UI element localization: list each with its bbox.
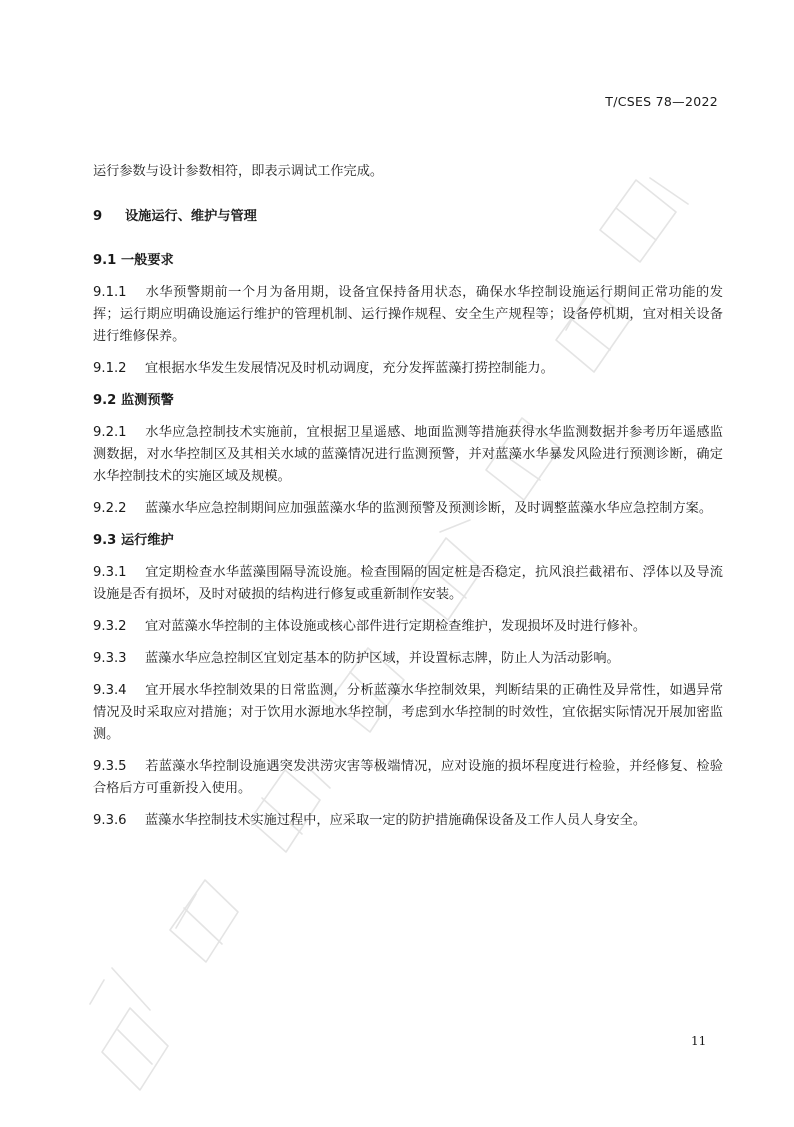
clause-number: 9.2.1 — [93, 425, 127, 440]
clause-paragraph — [93, 422, 723, 488]
clause-paragraph — [93, 680, 723, 746]
lead-paragraph: 运行参数与设计参数相符，即表示调试工作完成。 — [93, 164, 384, 179]
clause-paragraph — [93, 810, 723, 832]
clause-text: 宜开展水华控制效果的日常监测，分析蓝藻水华控制效果，判断结果的正确性及异常性，如遇异常情况及时采取应对措施；对于饮用水源地水华控制，考虑到水华控制的时效性，宜依据实际情况开展加密监测。 — [93, 683, 723, 742]
clause-text: 蓝藻水华控制技术实施过程中，应采取一定的防护措施确保设备及工作人员人身安全。 — [145, 813, 647, 828]
clause-number: 9.2.2 — [93, 501, 127, 516]
clause-text: 水华应急控制技术实施前，宜根据卫星遥感、地面监测等措施获得水华监测数据并参考历年遥感监测数据，对水华控制区及其相关水域的蓝藻情况进行监测预警，并对蓝藻水华暴发风险进行预测诊断，确定水华控制技术的实施区域及规模。 — [93, 425, 723, 484]
clause-number: 9.1.1 — [93, 285, 127, 300]
subsection-heading: 9.1 一般要求 — [93, 253, 174, 268]
section-title: 设施运行、维护与管理 — [125, 209, 257, 224]
clause-number: 9.1.2 — [93, 361, 127, 376]
clause-paragraph — [93, 756, 723, 800]
clause-paragraph — [93, 616, 723, 638]
document-body — [93, 161, 723, 842]
section-heading — [93, 206, 723, 228]
clause-number: 9.3.6 — [93, 813, 127, 828]
clause-text: 蓝藻水华应急控制期间应加强蓝藻水华的监测预警及预测诊断，及时调整蓝藻水华应急控制方案。 — [145, 501, 713, 516]
clause-paragraph — [93, 562, 723, 606]
subsection-heading: 9.2 监测预警 — [93, 393, 174, 408]
clause-number: 9.3.5 — [93, 759, 127, 774]
clause-text: 水华预警期前一个月为备用期，设备宜保持备用状态，确保水华控制设施运行期间正常功能的发挥；运行期应明确设施运行维护的管理机制、运行操作规程、安全生产规程等；设备停机期，宜对相关设备进行维修保养。 — [93, 285, 723, 344]
subsection-heading: 9.3 运行维护 — [93, 533, 174, 548]
clause-number: 9.3.2 — [93, 619, 127, 634]
clause-text: 宜定期检查水华蓝藻围隔导流设施。检查围隔的固定桩是否稳定，抗风浪拦截裙布、浮体以及导流设施是否有损坏，及时对破损的结构进行修复或重新制作安装。 — [93, 565, 723, 602]
clause-number: 9.3.3 — [93, 651, 127, 666]
clause-paragraph — [93, 282, 723, 348]
clause-paragraph — [93, 498, 723, 520]
clause-paragraph — [93, 648, 723, 670]
page-number: 11 — [691, 1034, 707, 1048]
clause-text: 宜对蓝藻水华控制的主体设施或核心部件进行定期检查维护，发现损坏及时进行修补。 — [145, 619, 647, 634]
clause-text: 若蓝藻水华控制设施遇突发洪涝灾害等极端情况，应对设施的损坏程度进行检验，并经修复、检验合格后方可重新投入使用。 — [93, 759, 723, 796]
clause-paragraph — [93, 358, 723, 380]
clause-text: 蓝藻水华应急控制区宜划定基本的防护区域，并设置标志牌，防止人为活动影响。 — [145, 651, 620, 666]
section-number: 9 — [93, 209, 103, 224]
clause-number: 9.3.1 — [93, 565, 127, 580]
clause-number: 9.3.4 — [93, 683, 127, 698]
standard-code: T/CSES 78—2022 — [605, 94, 718, 109]
clause-text: 宜根据水华发生发展情况及时机动调度，充分发挥蓝藻打捞控制能力。 — [145, 361, 554, 376]
